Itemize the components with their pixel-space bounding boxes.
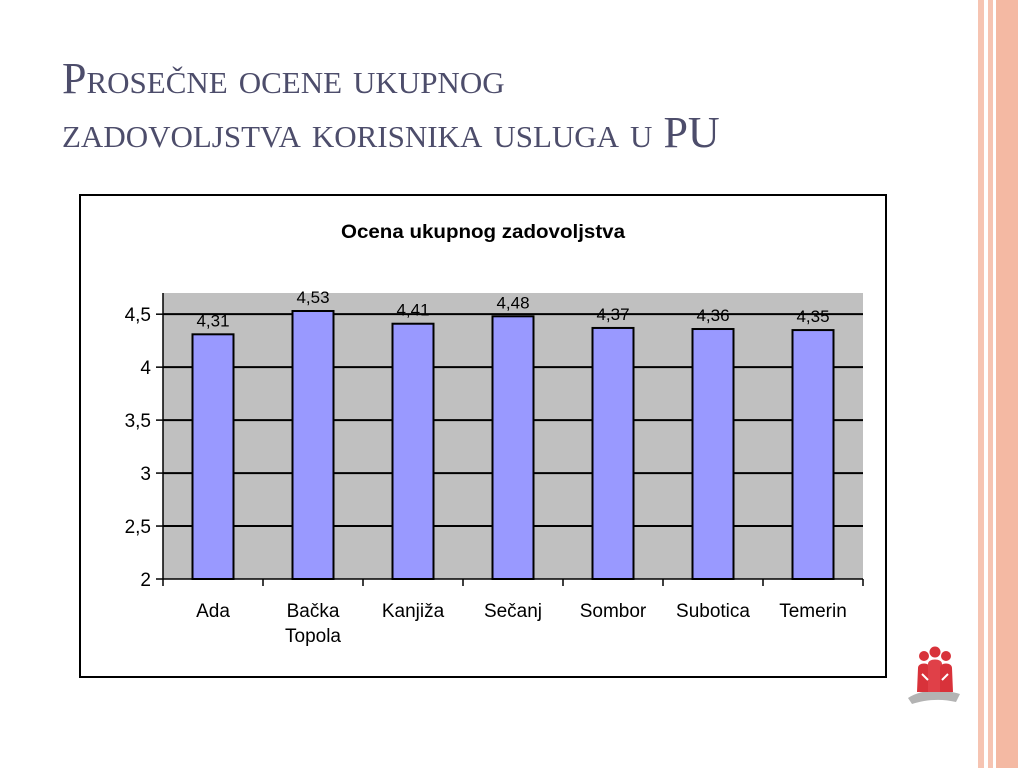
bar: [193, 334, 234, 579]
y-tick-label: 3,5: [124, 411, 151, 433]
x-tick-label: Ada: [196, 601, 230, 622]
accent-stripe-2: [988, 0, 993, 768]
data-label: 4,36: [696, 306, 730, 326]
x-tick-label: Topola: [285, 626, 341, 647]
bar: [493, 316, 534, 579]
bar: [693, 329, 734, 579]
y-tick-label: 4,5: [124, 305, 151, 327]
data-label: 4,35: [796, 307, 830, 327]
slide-title-line-2: zadovoljstva korisnika usluga u PU: [62, 108, 720, 157]
data-label: 4,53: [296, 288, 330, 308]
x-tick-label: Temerin: [779, 601, 847, 622]
y-tick-label: 3: [140, 464, 151, 486]
accent-stripe-3: [996, 0, 1018, 768]
x-tick-label: Subotica: [676, 601, 750, 622]
bar-chart: [81, 196, 885, 676]
data-label: 4,48: [496, 293, 530, 313]
y-tick-label: 2,5: [124, 517, 151, 539]
x-tick-label: Bačka: [286, 601, 340, 622]
organization-logo: [906, 644, 962, 708]
slide-title-line-1: Prosečne ocene ukupnog: [62, 54, 505, 103]
bar: [793, 330, 834, 579]
bar: [293, 311, 334, 579]
chart-title: Ocena ukupnog zadovoljstva: [341, 222, 626, 243]
data-label: 4,37: [596, 304, 630, 324]
chart-frame: [79, 194, 887, 678]
data-label: 4,41: [396, 300, 430, 320]
bar: [393, 324, 434, 579]
data-label: 4,31: [196, 311, 230, 331]
x-tick-label: Sečanj: [483, 601, 543, 622]
y-tick-label: 2: [140, 570, 151, 591]
slide-title: [62, 52, 942, 160]
x-tick-label: Sombor: [579, 601, 647, 622]
bar: [593, 328, 634, 579]
y-tick-label: 4: [140, 358, 151, 380]
accent-stripe-1: [978, 0, 984, 768]
x-tick-label: Kanjiža: [381, 601, 445, 622]
